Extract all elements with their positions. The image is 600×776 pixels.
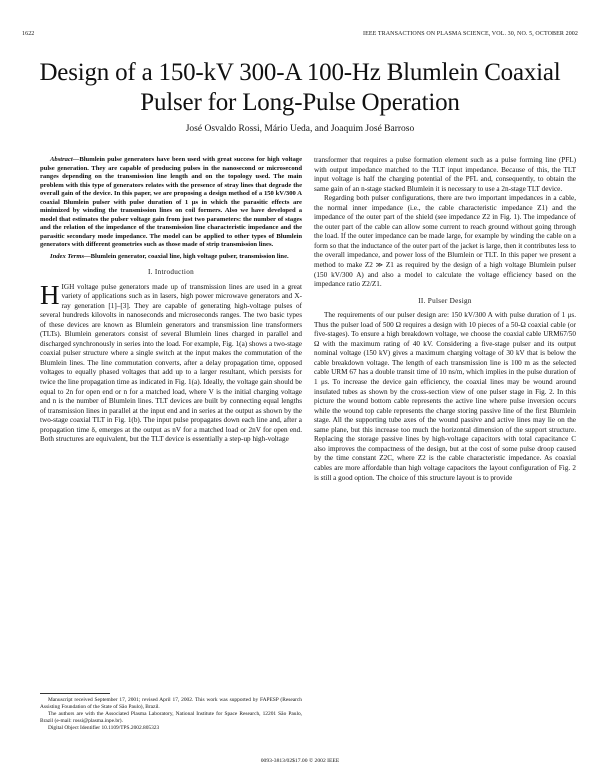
footnote-doi: Digital Object Identifier 10.1109/TPS.2002.805323 bbox=[48, 724, 160, 731]
footnote-manuscript: Manuscript received September 17, 2001; revised April 17, 2002. This work was supported by FAPESP (Research Assisting Foundation of the State of São Paulo), Brazil. bbox=[40, 697, 302, 710]
footnote-affiliation: The authors are with the Associated Plasma Laboratory, National Institute for Space Research, 12201 São Paulo, Brazil (e-mail: rossi@plasma.inpe.br). bbox=[40, 710, 302, 724]
journal-header: IEEE TRANSACTIONS ON PLASMA SCIENCE, VOL. 30, NO. 5, OCTOBER 2002 bbox=[362, 31, 578, 37]
title-line-2: Pulser for Long-Pulse Operation bbox=[140, 89, 460, 116]
intro-paragraph bbox=[40, 279, 302, 445]
right-paragraph-2: Regarding both pulser configurations, there are two important impedances in a cable, the normal inner impedance (i.e., the cable characteristic impedance Z1) and the impedance of the outer part of the shield (see impedance Z2 in Fig. 1). The impedance of the outer part of the cable can allow some current to reach ground without going through the load. If the outer impedance can be made large, for example by winding the cable on a form so that the inductance of the outer part of the jacket is large, then it contributes less to the overall impedance, and power loss of the Blumlein or TLT. In this paper we present a method to make Z2 ≫ Z1 as required by the design of a high voltage Blumlein pulser (150 kV/300 A) and also a model to calculate the voltage efficiency based on the impedance ratio Z2/Z1. bbox=[314, 194, 576, 289]
page-number: 1622 bbox=[22, 31, 35, 37]
paper-title bbox=[20, 58, 580, 118]
abstract bbox=[40, 156, 302, 250]
footnote-rule bbox=[40, 693, 110, 694]
index-terms bbox=[40, 253, 302, 262]
index-terms-label: Index Terms— bbox=[50, 252, 91, 260]
running-header bbox=[22, 31, 578, 41]
footnotes bbox=[40, 697, 302, 732]
index-terms-text: Blumlein generator, coaxial line, high voltage pulser, transmission line. bbox=[90, 252, 289, 260]
section-heading-introduction: I. Introduction bbox=[147, 268, 195, 276]
right-paragraph-3: The requirements of our pulser design are: 150 kV/300 A with pulse duration of 1 μs. Thus the pulser load of 500 Ω requires a design with 10 pieces of a 50-Ω coaxial cable (or five-stages). To ensure a high breakdown voltage, we choose the coaxial cable URM67/50 Ω with the maximum rating of 40 kV. Considering a five-stage pulser and its output nominal voltage (150 kV) gives a maximum charging voltage of 30 kV that is below the cable breakdown voltage. The length of each transmission line is 100 m as the selected cable URM 67 has a double transit time of 10 ns/m, which implies in the pulse duration of 1 μs. To increase the device gain efficiency, the coaxial lines may be wound around insulated tubes as shown by the cross-section view of one pulser stage in Fig. 2. In this picture the wound bottom cable represents the active line where pulse inversion occurs while the wound top cable represents the charge storing passive line of the first Blumlein stage. All the supporting tube axes of the wound passive and active lines may lie on the same plane, but this increase too much the horizontal dimension of the support structure. Replacing the storage passive lines by high-voltage capacitors with total capacitance C also improves the compactness of the design, but at the cost of some pulse droop caused by the time constant Z2C, where Z2 is the cable characteristic impedance. As coaxial cables are more affordable than high voltage capacitors the layout configuration of Fig. 2 is still a good option. The choice of this structure layout is to provide bbox=[314, 311, 576, 482]
title-line-1: Design of a 150-kV 300-A 100-Hz Blumlein Coaxial bbox=[39, 59, 561, 86]
abstract-text: Blumlein pulse generators have been used with great success for high voltage pulse generation. They are capable of producing pulses in the nanosecond or microsecond ranges depending on the transmission line length and on the topology used. The main problem with this type of generators relates with the presence of stray lines that degrade the overall gain of the device. In this paper, we are proposing a design method of a 150 kV/300 A coaxial Blumlein pulser with pulse duration of 1 μs in which the parasitic effects are minimized by winding the transmission lines on coil formers. Also we have developed a model that estimates the pulser voltage gain from just two parameters: the number of stages and the relation of the impedance of the transmission line characteristic impedance and the parasitic secondary mode impedance. The model can be applied to other types of Blumlein generators with different geometries such as those made of strip transmission lines. bbox=[40, 156, 302, 248]
left-column bbox=[40, 156, 302, 445]
intro-text: IGH voltage pulse generators made up of transmission lines are used in a great variety of applications such as in lasers, high power microwave generators and X-ray generation [1]–[3]. They are capable of generating high-voltage pulses of several hundreds kilovolts in nanoseconds and microseconds ranges. The two basic types of these devices are known as Blumlein generators and transmission line transformers (TLTs). Blumlein generators consist of several Blumlein lines charged in parallel and discharged synchronously in series into the load. For example, Fig. 1(a) shows a two-stage coaxial pulser structure where a single switch at the input makes the commutation of the Blumlein lines. The line commutation converts, after a delay propagation time, opposed voltages to equally phased voltages that add up to a larger resultant, which persists for twice the line propagation time as indicated in Fig. 1(a). Ideally, the voltage gain should be equal to 2n for open end or n for a matched load, where V is the initial charging voltage and n is the number of Blumlein lines. TLT devices are built by connecting equal lengths of transmission lines in parallel at the input end and in series at the output as shown by the two-stage coaxial TLT in Fig. 1(b). The input pulse propagates down each line and, after a propagation time δ, emerges at the output as nV for a matched load or 2nV for open end. Both structures are equivalent, but the TLT device is essentially a step-up high-voltage bbox=[40, 282, 302, 444]
abstract-label: Abstract— bbox=[50, 156, 80, 163]
author-list: José Osvaldo Rossi, Mário Ueda, and Joaquim José Barroso bbox=[185, 124, 415, 134]
section-heading-pulser-design: II. Pulser Design bbox=[418, 296, 472, 305]
copyright-footer: 0093-3813/02$17.00 © 2002 IEEE bbox=[260, 758, 340, 764]
drop-cap: H bbox=[40, 279, 60, 310]
right-column bbox=[314, 156, 576, 483]
right-paragraph-1: transformer that requires a pulse formation element such as a pulse forming line (PFL) with output impedance matched to the TLT input impedance. Because of this, the TLT input voltage is half the charging potential of the PFL and, consequently, to obtain the same gain of an n-stage stacked Blumlein it is necessary to use a 2n-stage TLT device. bbox=[314, 156, 576, 193]
